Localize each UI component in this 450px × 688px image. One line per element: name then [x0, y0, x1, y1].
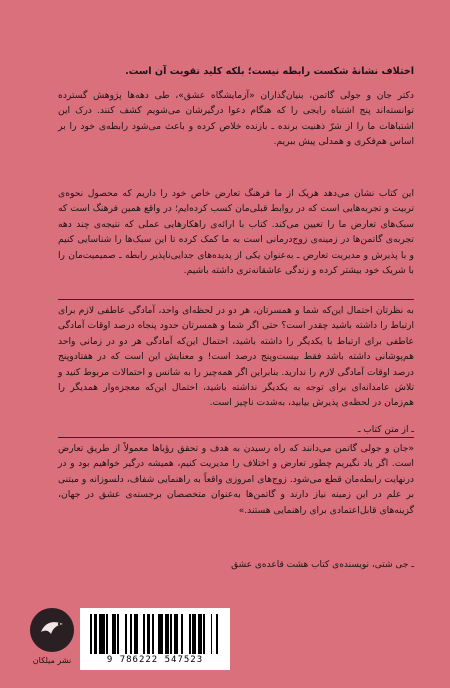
publisher-name: نشر میلکان	[32, 656, 72, 665]
barcode-number: 9 786222 547523	[106, 655, 204, 665]
bird-icon	[39, 618, 65, 636]
isbn-barcode	[80, 608, 230, 670]
excerpt-text: به نظرتان احتمال این‌که شما و همسرتان، هر دو در لحظه‌ای واحد، آمادگی عاطفی لازم برای ارتباط را داشته باشید چقدر است؟ حتی اگر شما و همسرتان حدود پنجاه درصد اوقات آمادگی عاطفی برای ارتباط با یکدیگر را داشته باشید، احتمال این‌که آمادگی هر دو در زمانی واحد هم‌پوشانی داشته باشد فقط بیست‌وپنج درصد است! و معنایش این است که در هفتادوپنج درصد اوقات آمادگی لازم را ندارید. بنابراین اگر همه‌چیز را به شانس و احتمالات مربوط کنید و تلاش عامدانه‌ای برای توجه به یکدیگر نداشته باشید، احتمال این‌که معجزه‌وار همدیگر را هم‌زمان در لحظه‌ی پذیرش بیابید، به‌شدت ناچیز است.	[58, 305, 414, 409]
tagline: اختلاف نشانهٔ شکست رابطه نیست؛ بلکه کلید تقویت آن است.	[125, 66, 414, 77]
endorsement-text: «جان و جولی گاتمن می‌دانند که راه رسیدن به هدف و تحقق رؤیاها معمولاً از طریق تعارض است. اگر یاد نگیریم چطور تعارض و اختلاف را مدیریت کنیم، همیشه درگیر خواهیم بود و در درنهایت رابطه‌مان قطع می‌شود. زوج‌های امروزی واقعاً به راهنمایی شفاف، دلسوزانه و مبتنی بر علم در این زمینه نیاز دارند و گاتمن‌ها به‌عنوان متخصصان برجسته‌ی عشق در جهان، گزینه‌های قابل‌اعتمادی برای راهنمایی هستند.»	[58, 443, 414, 516]
book-excerpt	[58, 303, 414, 411]
description-paragraph	[58, 186, 414, 278]
barcode-bars	[90, 614, 220, 654]
paragraph-2: این کتاب نشان می‌دهد هریک از ما فرهنگ تعارض خاص خود را داریم که محصول نحوه‌ی تربیت و تجربه‌هایی است که در روابط قبلی‌مان کسب کرده‌ایم؛ در واقع همین فرهنگ است که سبک‌های تعارض ما را تعیین می‌کند. کتاب با ارائه‌ی راهکارهایی عملی که نتیجه‌ی چند دهه تجربه‌ی گاتمن‌ها در زمینه‌ی زوج‌درمانی است به ما کمک کرده تا این سبک‌ها را شناسایی کنیم و با پذیرش و مدیریت تعارض ـ به‌عنوان یکی از پدیده‌های جدایی‌ناپذیر رابطه ـ صمیمیت‌مان را با شریک خود بیشتر کرده و زندگی عاشقانه‌تری داشته باشیم.	[58, 188, 414, 277]
endorsement	[58, 441, 414, 518]
paragraph-1: دکتر جان و جولی گاتمن، بنیان‌گذاران «آزمایشگاه عشق»، طی دهه‌ها پژوهش گسترده توانسته‌اند پنج اشتباه رایجی را که هنگام دعوا درگیرشان می‌شویم کشف کنند. درک این اشتباهات ما را از شرّ ذهنیت برنده ـ بازنده خلاص کرده و باعث می‌شود رابطه‌ی خود را بر اساس هم‌فکری و همدلی پیش ببریم.	[58, 90, 414, 148]
intro-paragraph	[58, 88, 414, 150]
excerpt-source: ـ از متن کتاب ـ	[357, 425, 414, 435]
barcode-stripe	[218, 614, 220, 654]
divider-top	[58, 299, 414, 300]
endorsement-attribution: ـ جی شتی، نویسنده‌ی کتاب هشت قاعده‌ی عشق	[231, 560, 414, 570]
divider-bottom	[58, 437, 414, 438]
publisher-logo	[30, 608, 74, 652]
